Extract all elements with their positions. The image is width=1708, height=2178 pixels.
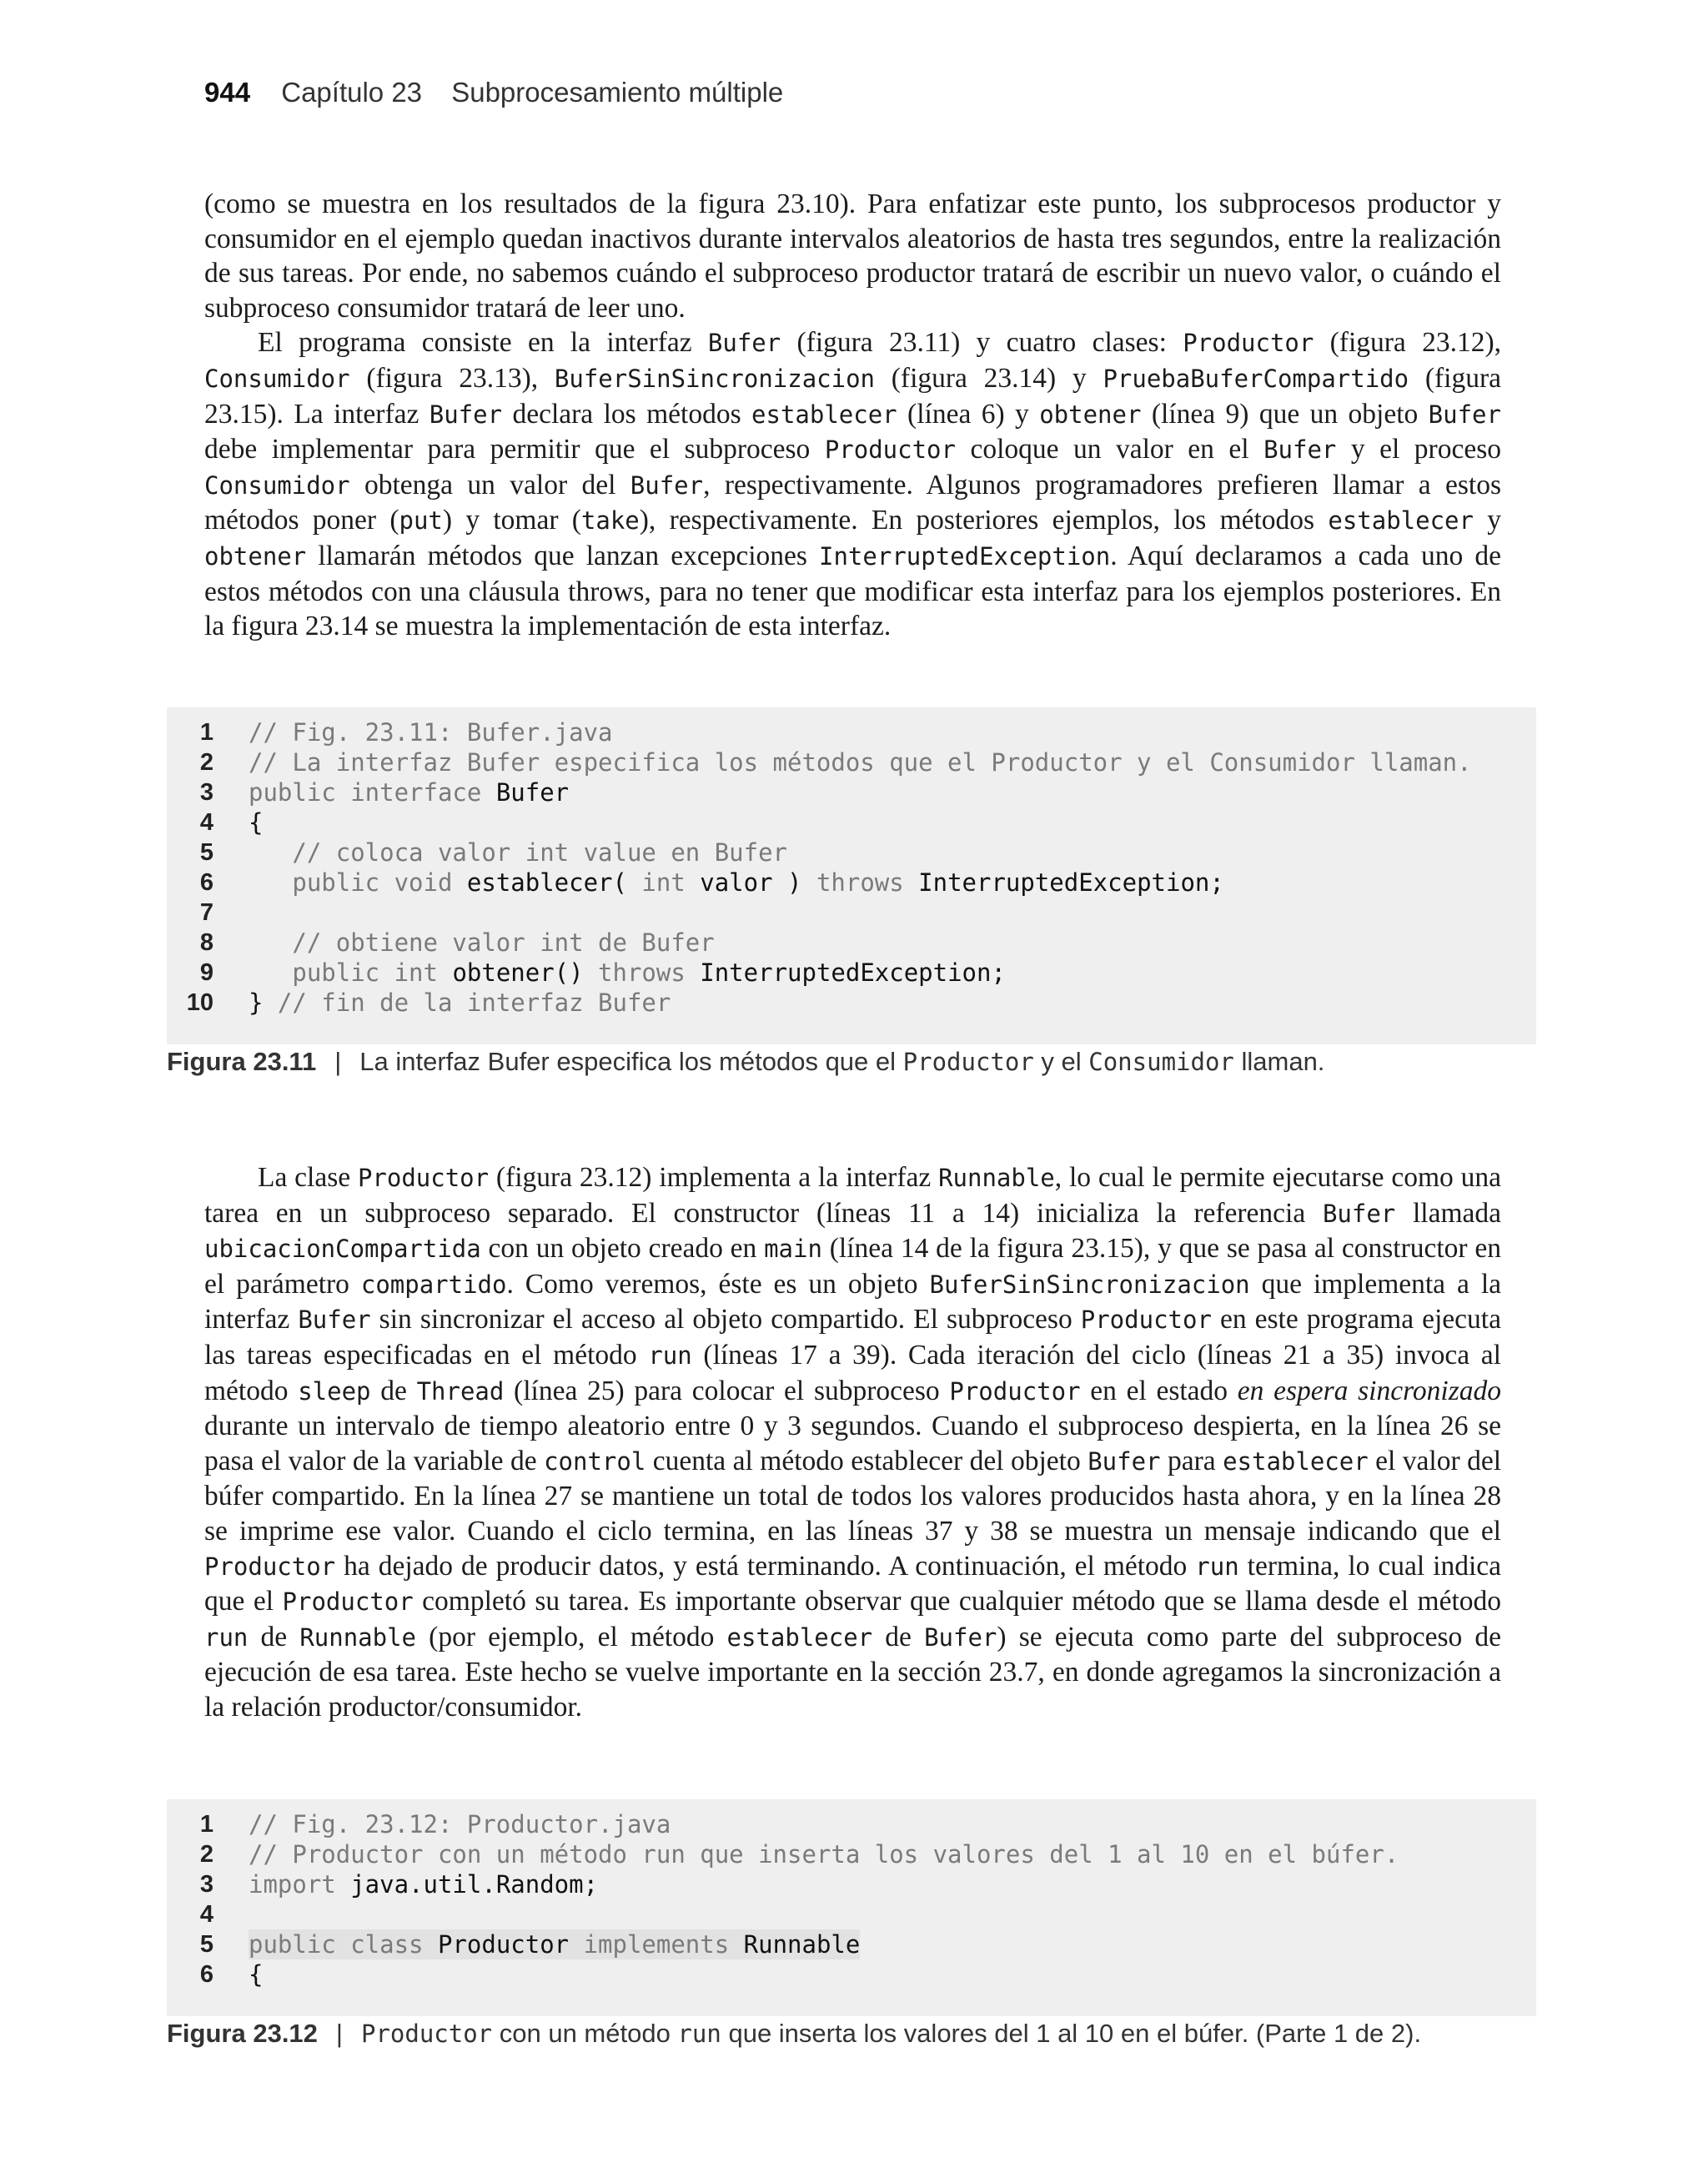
caption-text (359, 1047, 1324, 1076)
inline-code: Consumidor (1088, 1048, 1234, 1076)
code-keyword-or-comment: // Productor con un método run que inserta los valores del 1 al 10 en el búfer. (249, 1840, 1399, 1869)
code-text (249, 928, 715, 958)
text-run: cuenta al método establecer del objeto (646, 1445, 1088, 1476)
figure-label: Figura 23.11 (167, 1047, 317, 1076)
code-text (249, 1839, 1399, 1869)
text-run: (por ejemplo, el método (416, 1621, 727, 1652)
code-line (167, 898, 1536, 928)
code-line (167, 1839, 1536, 1869)
text-run: (líneas 17 a 39). Cada iteración del ciclo (líneas 21 a 35) invoca al método (204, 1339, 1501, 1406)
text-run: el valor del búfer compartido. En la línea 27 se mantiene un total de todos los valores producidos hasta ahora, y en la línea 28 se imprime ese valor. Cuando el ciclo termina, en las líneas 37 y 38 se muestra un mensaje indicando que el (204, 1445, 1502, 1547)
page-number: 944 (204, 77, 251, 108)
inline-code: Bufer (707, 329, 781, 358)
text-run: en el estado (1080, 1375, 1238, 1406)
code-line (167, 1929, 1536, 1959)
code-listing-23-11 (167, 707, 1536, 1044)
inline-code: Bufer (1428, 400, 1501, 429)
text-run: (línea 6) y (897, 398, 1040, 430)
line-number: 3 (199, 1871, 214, 1898)
text-run: termina, lo cual indica que el (204, 1550, 1501, 1617)
figure-label: Figura 23.12 (167, 2019, 318, 2048)
code-keyword-or-comment: throws (598, 958, 701, 987)
caption-separator: | (335, 2019, 343, 2048)
code-text (249, 958, 1006, 988)
code-keyword-or-comment: public interface (249, 778, 496, 807)
inline-code: run (648, 1341, 692, 1370)
code-line (167, 717, 1536, 747)
inline-code: put (399, 506, 443, 536)
line-number: 6 (199, 869, 214, 896)
inline-code: establecer (726, 1622, 873, 1652)
code-line (167, 958, 1536, 988)
code-keyword-or-comment: public void (249, 868, 467, 897)
paragraph-2 (204, 325, 1501, 643)
text-run: . Como veremos, éste es un objeto (506, 1268, 930, 1300)
inline-code: establecer (1328, 506, 1474, 536)
paragraph-3 (204, 1160, 1501, 1725)
text-run: en este programa ejecuta las tareas especificadas en el método (204, 1304, 1501, 1371)
text-run: (línea 25) para colocar el subproceso (504, 1375, 950, 1406)
inline-code: Bufer (429, 400, 503, 429)
code-token: Runnable (743, 1930, 861, 1959)
line-number: 7 (199, 899, 214, 926)
inline-code: BuferSinSincronizacion (929, 1270, 1250, 1299)
text-run: con un método (492, 2019, 678, 2048)
line-number: 2 (199, 749, 214, 776)
text-run: (figura 23.12) implementa a la interfaz (489, 1162, 939, 1193)
code-keyword-or-comment: implements (583, 1930, 744, 1959)
code-text (249, 717, 613, 747)
code-token: Productor (437, 1930, 584, 1959)
code-keyword-or-comment: int (641, 868, 701, 897)
chapter-label: Capítulo 23 (281, 77, 423, 108)
code-line (167, 807, 1536, 837)
line-number: 4 (199, 809, 214, 836)
inline-code: Thread (416, 1376, 505, 1406)
inline-code: compartido (360, 1270, 507, 1299)
inline-code: obtener (204, 541, 307, 571)
inline-code: run (1195, 1552, 1239, 1581)
text-run: (línea 14 de la figura 23.15), y que se pasa al constructor en el parámetro (204, 1233, 1501, 1300)
inline-code: Bufer (924, 1622, 997, 1652)
code-keyword-or-comment: public int (249, 958, 453, 987)
code-listing-23-12 (167, 1799, 1536, 2016)
inline-code: Productor (282, 1587, 414, 1617)
text-run: (línea 9) que un objeto (1141, 398, 1429, 430)
inline-code: Productor (360, 2020, 493, 2048)
inline-code: Bufer (298, 1305, 371, 1335)
line-number: 1 (199, 719, 214, 746)
inline-code: Productor (204, 1552, 336, 1581)
code-keyword-or-comment: import (249, 1870, 351, 1899)
line-number: 5 (199, 839, 214, 866)
line-number: 6 (199, 1961, 214, 1988)
code-token: valor ) (700, 868, 816, 897)
code-line (167, 747, 1536, 777)
code-keyword-or-comment: throws (816, 868, 919, 897)
inline-code: Bufer (1088, 1446, 1161, 1476)
text-run: y (1473, 505, 1502, 536)
inline-code: Productor (949, 1376, 1081, 1406)
code-line (167, 777, 1536, 807)
figure-caption-23-12 (167, 2019, 1421, 2049)
text-run: y el proceso (1336, 434, 1501, 465)
code-text (249, 747, 1472, 777)
text-run: La interfaz Bufer especifica los métodos que el (359, 1047, 903, 1076)
caption-text (361, 2019, 1421, 2048)
text-run: La clase (258, 1162, 358, 1193)
text-run: durante un intervalo de tiempo aleatorio entre 0 y 3 segundos. Cuando el subproceso despierta, en la línea 26 se pasa el valor de la variable de (204, 1411, 1501, 1476)
text-run: ha dejado de producir datos, y está terminando. A continuación, el método (335, 1550, 1196, 1582)
code-line (167, 837, 1536, 868)
inline-code: BuferSinSincronizacion (554, 364, 876, 393)
code-text (249, 1869, 598, 1899)
text-run: llamada (1395, 1197, 1502, 1229)
text-run: (figura 23.11) y cuatro clases: (781, 327, 1183, 359)
text-run: (figura 23.15). La interfaz (204, 362, 1501, 430)
text-run: que implementa a la interfaz (204, 1268, 1501, 1335)
text-run: coloque un valor en el (955, 434, 1264, 465)
text-run: ) y tomar ( (442, 505, 581, 536)
inline-code: run (204, 1622, 249, 1652)
text-block-2 (204, 1160, 1501, 1725)
code-token: Bufer (495, 778, 570, 807)
line-number: 9 (199, 959, 214, 986)
text-run: declara los métodos (502, 398, 752, 430)
text-run: llamarán métodos que lanzan excepciones (306, 540, 820, 571)
line-number: 5 (199, 1931, 214, 1958)
code-token: InterruptedException; (700, 958, 1006, 987)
code-text (249, 807, 263, 837)
inline-code: Productor (1183, 329, 1314, 358)
code-line (167, 1899, 1536, 1929)
chapter-title: Subprocesamiento múltiple (451, 77, 784, 108)
code-line (167, 928, 1536, 958)
code-token: InterruptedException; (918, 868, 1224, 897)
code-text (249, 1929, 860, 1959)
code-text (249, 1809, 671, 1839)
inline-code: Runnable (938, 1164, 1055, 1192)
code-keyword-or-comment: // La interfaz Bufer especifica los métodos que el Productor y el Consumidor llaman. (249, 748, 1472, 777)
code-keyword-or-comment: // obtiene valor int de Bufer (249, 928, 715, 957)
code-line (167, 988, 1536, 1018)
inline-code: Consumidor (204, 470, 350, 500)
inline-code: main (764, 1235, 822, 1264)
line-number: 3 (199, 779, 214, 806)
code-token: { (249, 1960, 264, 1989)
text-run: llaman. (1233, 1047, 1325, 1076)
inline-code: Bufer (630, 470, 704, 500)
code-keyword-or-comment: // Fig. 23.12: Productor.java (249, 1810, 671, 1838)
text-run: para (1160, 1445, 1223, 1476)
text-run: obtenga un valor del (349, 469, 630, 500)
code-line (167, 1809, 1536, 1839)
text-run: y el (1033, 1047, 1089, 1076)
text-run: ) se ejecuta como parte del subproceso de ejecución de esa tarea. Este hecho se vuelve importante en la sección 23.7, en donde agregamos la sincronización a la relación productor/consumidor. (204, 1621, 1502, 1723)
code-keyword-or-comment: // coloca valor int value en Bufer (249, 838, 788, 867)
inline-code: Bufer (1263, 435, 1337, 465)
inline-code: sleep (298, 1376, 371, 1406)
inline-code: Productor (824, 435, 956, 465)
inline-code: ubicacionCompartida (204, 1235, 481, 1264)
text-run: completó su tarea. Es importante observar que cualquier método que se llama desde el método (413, 1586, 1501, 1617)
text-block-1 (204, 187, 1501, 644)
line-number: 4 (199, 1901, 214, 1928)
code-line (167, 1869, 1536, 1899)
running-header (204, 77, 783, 108)
code-text (249, 1959, 263, 1989)
inline-code: Productor (1080, 1305, 1212, 1335)
figure-caption-23-11 (167, 1047, 1324, 1077)
inline-code: run (677, 2020, 721, 2048)
inline-code: PruebaBuferCompartido (1103, 364, 1409, 393)
code-keyword-or-comment: public class (249, 1930, 438, 1959)
inline-code: establecer (751, 400, 897, 429)
inline-code: establecer (1223, 1446, 1369, 1476)
text-run: ), respectivamente. En posteriores ejemplos, los métodos (639, 505, 1329, 536)
code-token: java.util.Random; (350, 1870, 599, 1899)
text-run: (figura 23.12), (1314, 327, 1501, 359)
text-run: de (248, 1621, 300, 1652)
inline-code: InterruptedException (819, 541, 1111, 571)
line-number: 2 (199, 1841, 214, 1868)
inline-code: Productor (902, 1048, 1034, 1076)
code-text (249, 868, 1224, 898)
inline-code: Consumidor (204, 364, 350, 393)
text-run: (figura 23.14) y (875, 362, 1103, 394)
inline-code: obtener (1039, 400, 1142, 429)
text-run: (figura 23.13), (349, 362, 555, 394)
caption-separator: | (334, 1047, 342, 1076)
emphasis-text: en espera sincronizado (1237, 1375, 1501, 1406)
code-token: obtener() (452, 958, 599, 987)
inline-code: Runnable (299, 1622, 417, 1652)
code-text (249, 988, 671, 1018)
text-run: sin sincronizar el acceso al objeto compartido. El subproceso (370, 1304, 1081, 1335)
text-run: con un objeto creado en (480, 1233, 765, 1265)
code-line (167, 1959, 1536, 1989)
code-text (249, 777, 569, 807)
inline-code: Bufer (1322, 1199, 1396, 1228)
text-run: de (370, 1375, 417, 1406)
paragraph-1: (como se muestra en los resultados de la figura 23.10). Para enfatizar este punto, los subprocesos productor y consumidor en el ejemplo quedan inactivos durante intervalos aleatorios de hasta tres segundos, entre la realización de sus tareas. Por ende, no sabemos cuándo el subproceso productor tratará de escribir un nuevo valor, o cuándo el subproceso consumidor tratará de leer uno. (204, 189, 1501, 324)
text-run: . Aquí declaramos a cada uno de estos métodos con una cláusula throws, para no tener que modificar esta interfaz para los ejemplos posteriores. En la figura 23.14 se muestra la implementación de esta interfaz. (204, 540, 1501, 642)
text-run: de (872, 1621, 925, 1652)
inline-code: Productor (357, 1164, 490, 1192)
code-line (167, 868, 1536, 898)
code-token: { (249, 808, 264, 837)
code-keyword-or-comment: // Fig. 23.11: Bufer.java (249, 718, 613, 747)
inline-code: control (544, 1446, 646, 1476)
code-token: establecer( (466, 868, 642, 897)
text-run: , respectivamente. Algunos programadores prefieren llamar a estos métodos poner ( (204, 469, 1501, 536)
text-run: que inserta los valores del 1 al 10 en el búfer. (Parte 1 de 2). (721, 2019, 1422, 2048)
inline-code: take (580, 506, 640, 536)
text-run: debe implementar para permitir que el subproceso (204, 434, 825, 465)
code-keyword-or-comment: // fin de la interfaz Bufer (277, 988, 671, 1017)
code-text (249, 837, 787, 868)
code-token: } (249, 988, 278, 1017)
line-number: 1 (199, 1811, 214, 1838)
line-number: 8 (199, 929, 214, 956)
line-number: 10 (186, 989, 214, 1016)
text-run: , lo cual le permite ejecutarse como una tarea en un subproceso separado. El constructor (líneas 11 a 14) inicializa la referencia (204, 1162, 1501, 1229)
text-run: El programa consiste en la interfaz (258, 327, 708, 359)
